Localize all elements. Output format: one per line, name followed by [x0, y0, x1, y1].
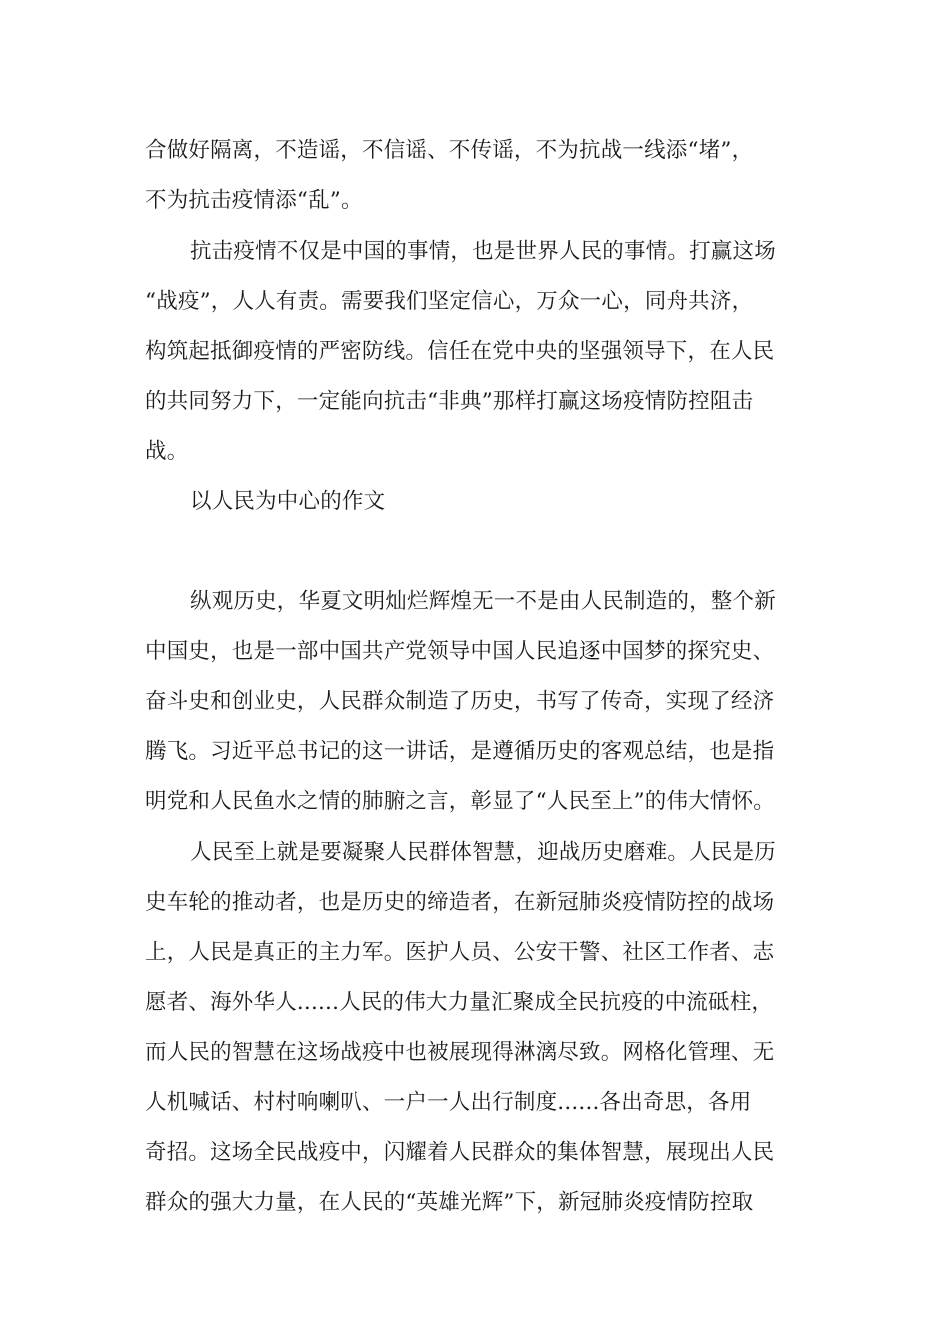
text-line: 史车轮的推动者，也是历史的缔造者，在新冠肺炎疫情防控的战场 [145, 890, 775, 915]
section-title: 以人民为中心的作文 [190, 489, 386, 514]
text-line: 愿者、海外华人......人民的伟大力量汇聚成全民抗疫的中流砥柱， [145, 990, 774, 1015]
paragraph-first-line: 纵观历史，华夏文明灿烂辉煌无一不是由人民制造的，整个新 [190, 589, 776, 614]
text-line: 的共同努力下，一定能向抗击“非典”那样打赢这场疫情防控阻击 [145, 389, 754, 414]
text-line: 而人民的智慧在这场战疫中也被展现得淋漓尽致。网格化管理、无 [145, 1040, 775, 1065]
text-line: 构筑起抵御疫情的严密防线。信任在党中央的坚强领导下，在人民 [145, 339, 775, 364]
text-line: 奋斗史和创业史，人民群众制造了历史，书写了传奇，实现了经济 [145, 689, 775, 714]
text-line: 明党和人民鱼水之情的肺腑之言，彰显了“人民至上”的伟大情怀。 [145, 789, 775, 814]
text-line: 合做好隔离，不造谣，不信谣、不传谣，不为抗战一线添“堵”， [145, 138, 754, 163]
text-line: 群众的强大力量，在人民的“英雄光辉”下，新冠肺炎疫情防控取 [145, 1190, 754, 1215]
text-line: “战疫”，人人有责。需要我们坚定信心，万众一心，同舟共济， [145, 289, 754, 314]
text-line: 战。 [145, 439, 189, 464]
paragraph-first-line: 抗击疫情不仅是中国的事情，也是世界人民的事情。打赢这场 [190, 239, 776, 264]
text-line: 中国史，也是一部中国共产党领导中国人民追逐中国梦的探究史、 [145, 639, 775, 664]
text-line: 奇招。这场全民战疫中，闪耀着人民群众的集体智慧，展现出人民 [145, 1140, 775, 1165]
text-line: 上，人民是真正的主力军。医护人员、公安干警、社区工作者、志 [145, 940, 775, 965]
text-line: 腾飞。习近平总书记的这一讲话，是遵循历史的客观总结，也是指 [145, 739, 775, 764]
text-line: 不为抗击疫情添“乱”。 [145, 188, 363, 213]
paragraph-first-line: 人民至上就是要凝聚人民群体智慧，迎战历史磨难。人民是历 [190, 840, 776, 865]
text-line: 人机喊话、村村响喇叭、一户一人出行制度......各出奇思，各用 [145, 1090, 752, 1115]
